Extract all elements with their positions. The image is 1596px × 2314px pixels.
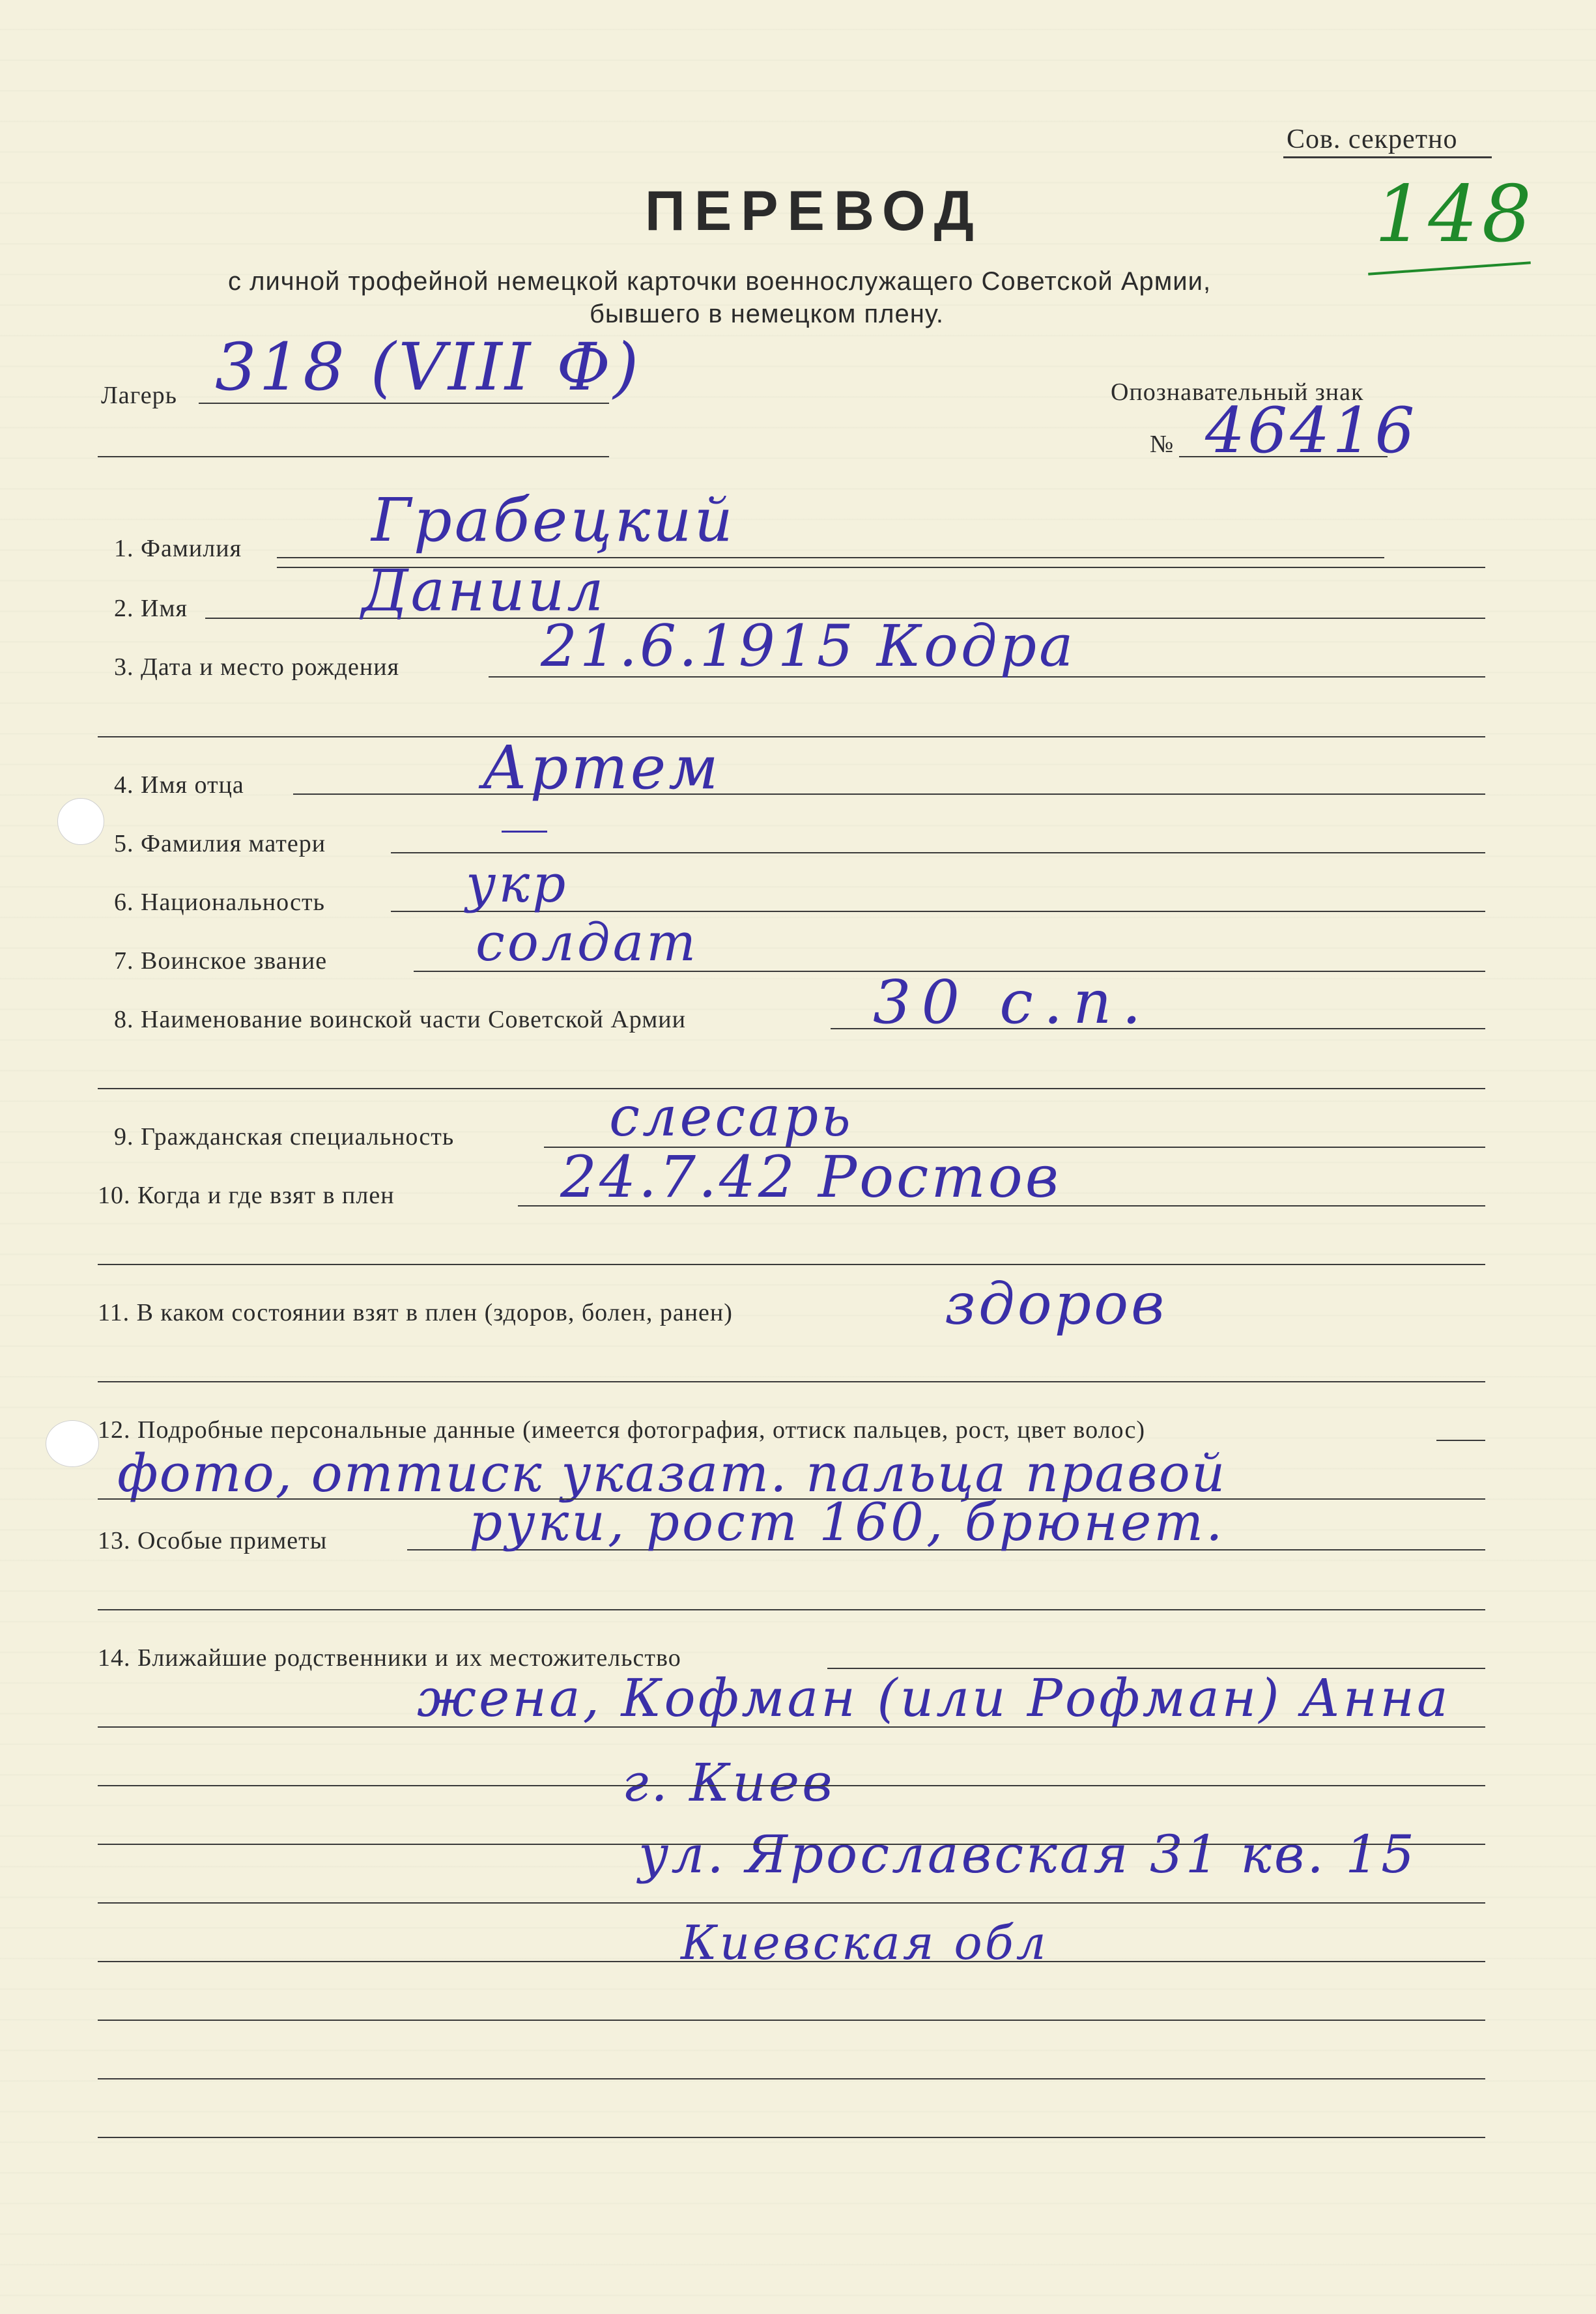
field-13-value: руки, рост 160, брюнет. [469, 1492, 1225, 1552]
field-4-underline [502, 831, 547, 833]
field-14-value-line4: Киевская обл [681, 1915, 1049, 1970]
field-5-label: 5. Фамилия матери [114, 830, 326, 857]
field-4-line [293, 793, 1485, 795]
id-mark-value: 46416 [1205, 394, 1418, 467]
field-14-rule-7 [98, 2078, 1485, 2079]
field-11-value: здоров [945, 1270, 1167, 1337]
field-14-rule-6 [98, 2020, 1485, 2021]
field-11-line-b [98, 1381, 1485, 1382]
field-14-rule-1 [98, 1726, 1485, 1728]
id-mark-number-sign: № [1150, 431, 1175, 458]
field-14-rule-5 [98, 1961, 1485, 1962]
field-14-label: 14. Ближайшие родственники и их местожительство [98, 1644, 681, 1672]
field-6-value: укр [466, 853, 569, 914]
field-11-label: 11. В каком состоянии взят в плен (здоров, болен, ранен) [98, 1299, 733, 1326]
field-14-value-line3: ул. Ярославская 31 кв. 15 [638, 1824, 1418, 1885]
rule [1283, 156, 1492, 158]
camp-label: Лагерь [101, 382, 177, 409]
field-14-value-line1: жена, Кофман (или Рофман) Анна [417, 1668, 1451, 1728]
camp-line-2 [98, 456, 609, 457]
field-14-rule-4 [98, 1902, 1485, 1904]
camp-value: 318 (VIII Ф) [215, 329, 642, 405]
field-3-label: 3. Дата и место рождения [114, 653, 400, 681]
archive-number: 148 [1375, 169, 1536, 260]
field-10-value: 24.7.42 Ростов [560, 1143, 1061, 1210]
field-9-label: 9. Гражданская специальность [114, 1123, 455, 1150]
document-title: ПЕРЕВОД [645, 180, 983, 242]
field-14-rule-2 [98, 1785, 1485, 1786]
field-7-label: 7. Воинское звание [114, 947, 328, 975]
field-1-value: Грабецкий [371, 485, 735, 555]
punch-hole-bottom [46, 1420, 99, 1467]
field-4-label: 4. Имя отца [114, 771, 244, 799]
field-9-value: слесарь [609, 1085, 853, 1149]
field-13-line-b [98, 1609, 1485, 1610]
field-7-value: солдат [476, 912, 699, 973]
field-12-value: фото, оттиск указат. пальца правой [117, 1443, 1227, 1504]
field-1-label: 1. Фамилия [114, 535, 242, 562]
field-2-label: 2. Имя [114, 595, 188, 622]
field-14-value-line2: г. Киев [622, 1752, 835, 1813]
field-3-line-b [98, 736, 1485, 737]
field-8-label: 8. Наименование воинской части Советской Армии [114, 1006, 686, 1033]
field-12-line [1436, 1440, 1485, 1441]
field-10-line-b [98, 1264, 1485, 1265]
field-14-rule-8 [98, 2137, 1485, 2138]
id-mark-label: Опознавательный знак [1111, 379, 1364, 406]
document-subtitle-2: бывшего в немецком плену. [590, 300, 944, 328]
field-2-value: Даниил [362, 557, 606, 624]
punch-hole-top [57, 798, 104, 845]
field-12-label: 12. Подробные персональные данные (имеется фотография, оттиск пальцев, рост, цвет волос) [98, 1416, 1145, 1444]
field-8-value: 30 с.п. [873, 967, 1152, 1037]
archive-number-underline [1368, 261, 1531, 275]
field-13-label: 13. Особые приметы [98, 1527, 328, 1554]
classification-label: Сов. секретно [1287, 124, 1458, 154]
document-subtitle-1: с личной трофейной немецкой карточки военнослужащего Советской Армии, [228, 267, 1212, 296]
field-4-value: Артем [482, 733, 721, 803]
field-10-label: 10. Когда и где взят в плен [98, 1182, 395, 1209]
field-3-value: 21.6.1915 Кодра [541, 612, 1076, 679]
field-14-rule-3 [98, 1844, 1485, 1845]
field-6-label: 6. Национальность [114, 889, 325, 916]
